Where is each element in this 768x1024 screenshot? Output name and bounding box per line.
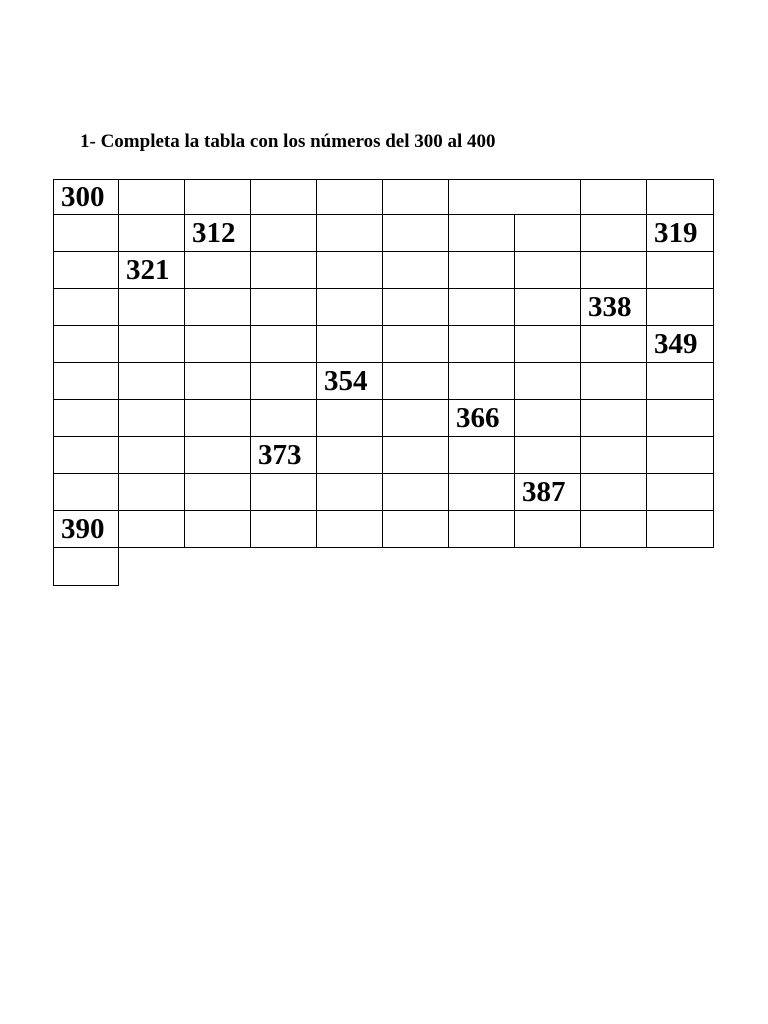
grid-cell[interactable] [514,399,581,437]
grid-cell[interactable]: 321 [118,251,185,289]
grid-cell[interactable] [580,325,647,363]
grid-cell[interactable] [250,510,317,548]
grid-cell[interactable] [118,399,185,437]
grid-cell[interactable] [580,251,647,289]
grid-cell[interactable] [646,179,714,215]
grid-cell[interactable] [184,179,251,215]
grid-cell[interactable] [382,179,449,215]
grid-cell[interactable] [250,288,317,326]
grid-cell[interactable] [646,251,714,289]
grid-cell[interactable]: 319 [646,214,714,252]
grid-cell[interactable] [118,179,185,215]
grid-cell[interactable] [184,251,251,289]
worksheet-instruction: 1- Completa la tabla con los números del 300 al 400 [80,131,496,152]
grid-cell[interactable] [382,214,449,252]
grid-cell[interactable]: 387 [514,473,581,511]
grid-cell[interactable] [514,251,581,289]
grid-cell[interactable] [250,399,317,437]
grid-cell[interactable]: 338 [580,288,647,326]
grid-cell[interactable] [118,288,185,326]
grid-cell[interactable] [316,399,383,437]
grid-cell[interactable]: 300 [53,179,119,215]
grid-cell[interactable] [184,436,251,474]
grid-cell[interactable] [53,436,119,474]
grid-cell[interactable] [646,362,714,400]
grid-cell[interactable] [316,325,383,363]
grid-cell[interactable] [184,288,251,326]
grid-cell[interactable] [118,473,185,511]
grid-cell[interactable] [53,399,119,437]
grid-cell[interactable]: 354 [316,362,383,400]
grid-cell[interactable] [448,214,515,252]
grid-cell[interactable] [646,288,714,326]
grid-cell[interactable] [514,288,581,326]
grid-cell[interactable] [580,436,647,474]
grid-cell[interactable] [448,179,581,215]
grid-cell[interactable] [118,436,185,474]
grid-cell[interactable] [184,325,251,363]
grid-cell[interactable] [514,325,581,363]
grid-cell[interactable] [580,179,647,215]
grid-cell[interactable] [118,510,185,548]
grid-cell[interactable] [316,436,383,474]
grid-cell[interactable] [448,473,515,511]
grid-cell[interactable] [316,251,383,289]
grid-cell[interactable] [250,214,317,252]
grid-cell[interactable] [646,510,714,548]
grid-cell[interactable] [250,325,317,363]
grid-cell[interactable] [382,473,449,511]
grid-cell[interactable] [514,214,581,252]
grid-cell[interactable] [316,214,383,252]
grid-cell[interactable] [382,288,449,326]
grid-cell[interactable] [250,179,317,215]
grid-cell[interactable] [53,362,119,400]
grid-cell[interactable] [53,251,119,289]
grid-cell[interactable] [316,179,383,215]
grid-cell[interactable] [250,362,317,400]
grid-cell[interactable] [580,362,647,400]
grid-cell[interactable]: 373 [250,436,317,474]
grid-cell[interactable] [646,399,714,437]
grid-cell[interactable] [184,510,251,548]
number-grid [53,179,714,586]
grid-cell[interactable] [646,436,714,474]
grid-cell[interactable] [53,547,119,586]
grid-cell[interactable] [382,510,449,548]
grid-cell[interactable] [316,473,383,511]
grid-cell[interactable] [580,399,647,437]
grid-cell[interactable] [53,325,119,363]
grid-cell[interactable] [184,473,251,511]
grid-cell[interactable] [580,510,647,548]
grid-cell[interactable] [382,362,449,400]
grid-cell[interactable] [382,436,449,474]
grid-cell[interactable]: 349 [646,325,714,363]
grid-cell[interactable] [250,251,317,289]
grid-cell[interactable] [53,473,119,511]
grid-cell[interactable] [316,288,383,326]
grid-cell[interactable] [53,288,119,326]
grid-cell[interactable] [316,510,383,548]
grid-cell[interactable] [448,436,515,474]
grid-cell[interactable]: 312 [184,214,251,252]
grid-cell[interactable] [514,510,581,548]
grid-cell[interactable] [118,362,185,400]
grid-cell[interactable] [514,362,581,400]
grid-cell[interactable] [580,214,647,252]
grid-cell[interactable]: 366 [448,399,515,437]
grid-cell[interactable] [250,473,317,511]
grid-cell[interactable] [382,325,449,363]
grid-cell[interactable] [184,399,251,437]
grid-cell[interactable] [382,399,449,437]
grid-cell[interactable] [580,473,647,511]
grid-cell[interactable] [448,288,515,326]
grid-cell[interactable] [448,251,515,289]
grid-cell[interactable] [118,214,185,252]
grid-cell[interactable] [448,325,515,363]
grid-cell[interactable]: 390 [53,510,119,548]
grid-cell[interactable] [184,362,251,400]
grid-cell[interactable] [118,325,185,363]
grid-cell[interactable] [53,214,119,252]
grid-cell[interactable] [448,362,515,400]
grid-cell[interactable] [382,251,449,289]
grid-cell[interactable] [514,436,581,474]
grid-cell[interactable] [646,473,714,511]
grid-cell[interactable] [448,510,515,548]
